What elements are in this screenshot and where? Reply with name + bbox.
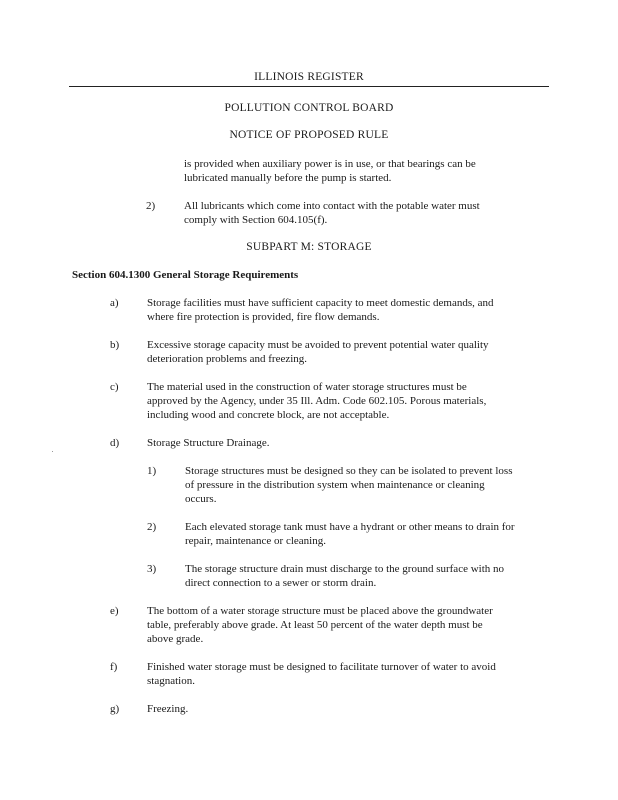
item2-label: 2) — [146, 200, 156, 212]
item-e-label: e) — [110, 605, 119, 617]
item-g-line-1: Freezing. — [147, 703, 189, 715]
item-d-sub1-label: 1) — [147, 465, 157, 477]
item-e-line-2: table, preferably above grade. At least 50 percent of the water depth must be — [147, 619, 483, 631]
item-e-line-1: The bottom of a water storage structure must be placed above the groundwater — [147, 605, 493, 617]
register-title: ILLINOIS REGISTER — [254, 71, 364, 83]
item-d-sub3-line-1: The storage structure drain must discharge to the ground surface with no — [185, 563, 505, 575]
item-d-label: d) — [110, 437, 120, 449]
item-g-label: g) — [110, 703, 120, 715]
continuation-line-1: is provided when auxiliary power is in use, or that bearings can be — [184, 158, 476, 170]
item-d-sub2-line-1: Each elevated storage tank must have a hydrant or other means to drain for — [185, 521, 515, 533]
item-b-line-2: deterioration problems and freezing. — [147, 353, 308, 365]
item-d-sub3-label: 3) — [147, 563, 157, 575]
item-a-label: a) — [110, 297, 119, 309]
subpart-heading: SUBPART M: STORAGE — [246, 241, 372, 253]
board-title: POLLUTION CONTROL BOARD — [224, 102, 394, 114]
item-d-sub3-line-2: direct connection to a sewer or storm drain. — [185, 577, 377, 589]
notice-title: NOTICE OF PROPOSED RULE — [229, 129, 389, 141]
item-d-sub2-line-2: repair, maintenance or cleaning. — [185, 535, 326, 547]
item2-line-2: comply with Section 604.105(f). — [184, 214, 328, 226]
item-d-line-1: Storage Structure Drainage. — [147, 437, 270, 449]
item-a-line-2: where fire protection is provided, fire flow demands. — [147, 311, 380, 323]
item-f-line-2: stagnation. — [147, 675, 195, 687]
item-b-line-1: Excessive storage capacity must be avoided to prevent potential water quality — [147, 339, 489, 351]
item-d-sub1-line-2: of pressure in the distribution system when maintenance or cleaning — [185, 479, 485, 491]
item-d-sub2-label: 2) — [147, 521, 157, 533]
item-f-label: f) — [110, 661, 118, 673]
item-c-line-1: The material used in the construction of water storage structures must be — [147, 381, 467, 393]
item-a-line-1: Storage facilities must have sufficient capacity to meet domestic demands, and — [147, 297, 494, 309]
item-f-line-1: Finished water storage must be designed to facilitate turnover of water to avoid — [147, 661, 496, 673]
continuation-line-2: lubricated manually before the pump is started. — [184, 172, 392, 184]
item-c-line-2: approved by the Agency, under 35 Ill. Adm. Code 602.105. Porous materials, — [147, 395, 487, 407]
item-e-line-3: above grade. — [147, 633, 204, 645]
header-rule — [69, 86, 549, 87]
scan-speck — [52, 451, 53, 452]
item-c-label: c) — [110, 381, 119, 393]
item-b-label: b) — [110, 339, 120, 351]
section-heading: Section 604.1300 General Storage Requirements — [72, 269, 299, 281]
item-c-line-3: including wood and concrete block, are not acceptable. — [147, 409, 390, 421]
item2-line-1: All lubricants which come into contact with the potable water must — [184, 200, 480, 212]
item-d-sub1-line-3: occurs. — [185, 493, 217, 505]
item-d-sub1-line-1: Storage structures must be designed so they can be isolated to prevent loss — [185, 465, 513, 477]
